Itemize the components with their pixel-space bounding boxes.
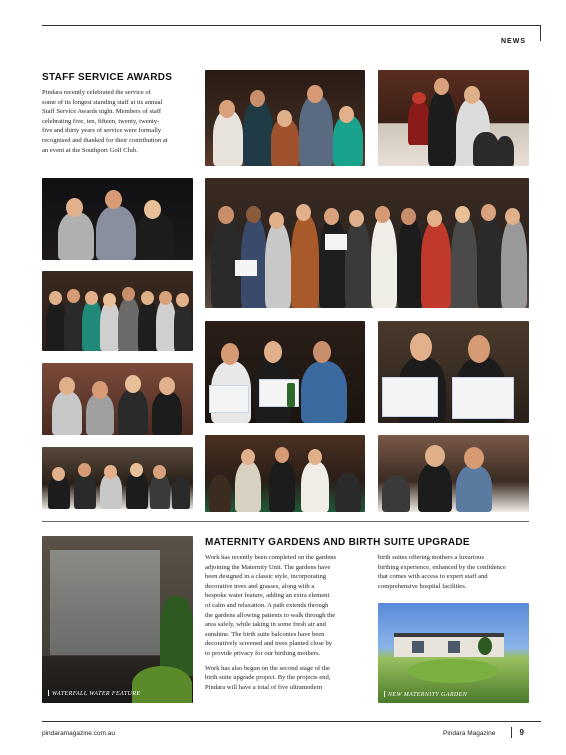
staff-awards-title: STAFF SERVICE AWARDS bbox=[42, 72, 173, 83]
top-border bbox=[42, 25, 541, 26]
page-number: 9 bbox=[519, 728, 524, 737]
text-line: some of its longest standing staff at its annual bbox=[42, 98, 163, 106]
text-line: birthing experience, enhanced by the confidence bbox=[378, 563, 506, 571]
text-line: an event at the Southport Golf Club. bbox=[42, 146, 138, 154]
section-divider bbox=[42, 521, 529, 522]
photo-group-five bbox=[205, 70, 365, 166]
text-line: comprehensive hospital facilities. bbox=[378, 582, 467, 590]
text-line: birth suite upgrade project. By the projects end, bbox=[205, 674, 331, 682]
maternity-title: MATERNITY GARDENS AND BIRTH SUITE UPGRADE bbox=[205, 537, 470, 548]
maternity-text-col1 bbox=[205, 553, 371, 692]
top-border-tick bbox=[540, 25, 541, 41]
text-line: area safely, while taking in some fresh air and bbox=[205, 621, 326, 629]
text-line: the gardens allowing patients to walk through the bbox=[205, 611, 336, 619]
caption-waterfall: WATERFALL WATER FEATURE bbox=[48, 690, 140, 697]
section-tag: NEWS bbox=[501, 38, 526, 45]
text-line: of calm and relaxation. A path extends through bbox=[205, 601, 329, 609]
photo-maternity-garden bbox=[378, 603, 529, 703]
text-line: decoratively screened and trees planted close by bbox=[205, 640, 333, 648]
text-line: Pindara recently celebrated the service of bbox=[42, 89, 151, 96]
photo-four-women bbox=[42, 363, 193, 435]
text-line: adjoining the Maternity Unit. The gardens have bbox=[205, 563, 331, 571]
text-line: Work has also begun on the second stage of the bbox=[205, 664, 330, 672]
text-line: birth suites offering mothers a luxurious bbox=[378, 554, 484, 561]
text-line: Pindara will have a total of five ultramodern bbox=[205, 683, 323, 691]
maternity-text-col2 bbox=[378, 553, 538, 591]
photo-group-eight bbox=[42, 271, 193, 351]
text-line: bespoke water feature, adding an extra element bbox=[205, 592, 330, 600]
text-line: decorative trees and grasses, along with a bbox=[205, 582, 315, 590]
caption-garden: NEW MATERNITY GARDEN bbox=[384, 691, 467, 698]
photo-two-women bbox=[378, 70, 529, 166]
photo-three-people bbox=[42, 178, 193, 260]
text-line: celebrating five, ten, fifteen, twenty, twenty- bbox=[42, 117, 160, 125]
footer-rule bbox=[42, 721, 541, 722]
photo-waterfall-feature bbox=[42, 536, 193, 703]
text-line: sunshine. The birth suite balconies have been bbox=[205, 630, 325, 638]
text-line: that comes with access to expert staff and bbox=[378, 573, 488, 581]
text-line: to provide privacy for our birthing mothers. bbox=[205, 649, 321, 657]
footer-separator bbox=[511, 727, 512, 738]
photo-dinner-table bbox=[42, 447, 193, 509]
footer-magazine: Pindara Magazine bbox=[443, 730, 496, 737]
photo-table-crowd bbox=[205, 435, 365, 512]
footer-website: pindaramagazine.com.au bbox=[42, 730, 115, 737]
photo-three-certificates bbox=[205, 321, 365, 423]
staff-awards-text bbox=[42, 88, 202, 155]
photo-large-group bbox=[205, 178, 529, 308]
text-line: Work has recently been completed on the gardens bbox=[205, 554, 337, 561]
photo-two-women-table bbox=[378, 435, 529, 512]
photo-two-certificates bbox=[378, 321, 529, 423]
text-line: recognised and thanked for their contribution at bbox=[42, 136, 168, 144]
text-line: been designed in a classic style, incorporating bbox=[205, 573, 327, 581]
text-line: Staff Service Awards night. Members of staff bbox=[42, 108, 162, 116]
text-line: five and thirty years of service were formally bbox=[42, 127, 162, 135]
